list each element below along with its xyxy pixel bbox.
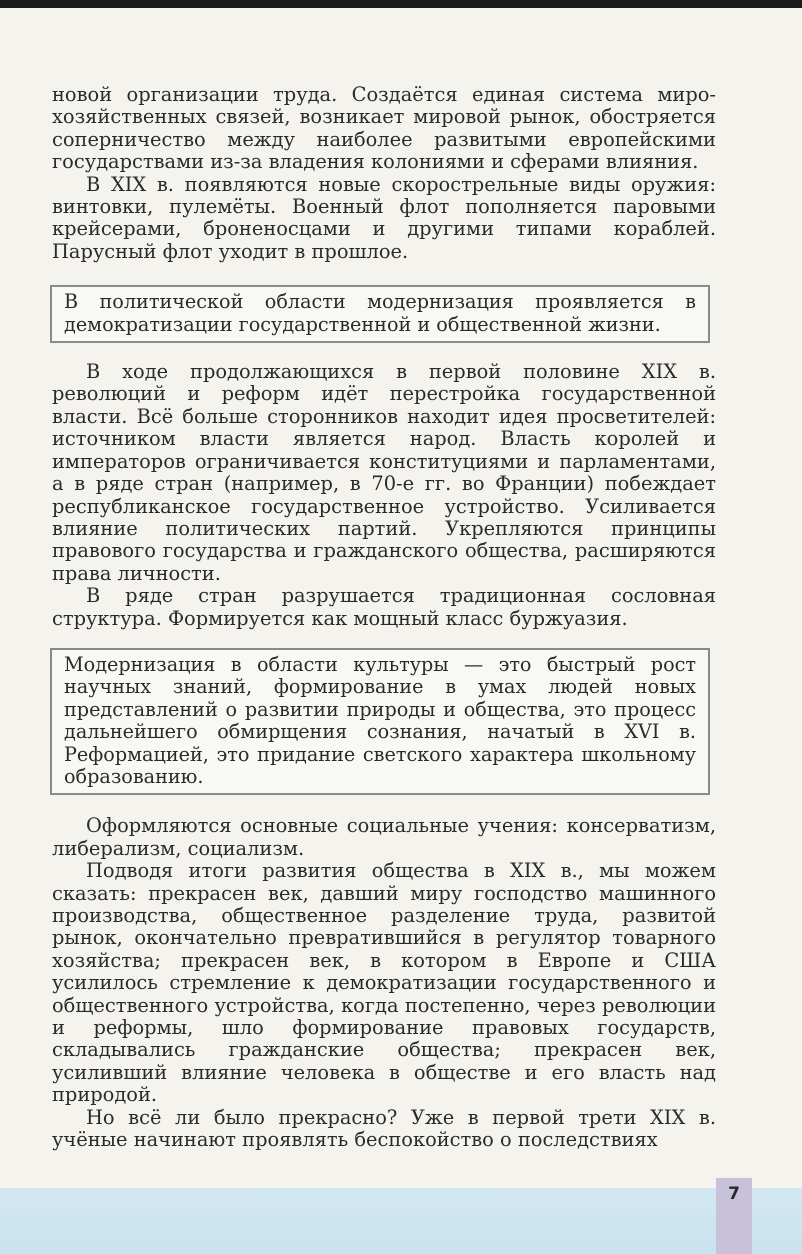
paragraph-6: Подводя итоги развития общества в XIX в., мы можем сказать: прекрасен век, давший миру господство машинного производства, общественное разделение труда, развитой рынок, окончательно превратившийся в регулятор товарного хозяйства; прекрасен век, в котором в Европе и США усилилось стремление к демократизации государственного и общественного устройства, когда постепенно, через революции и реформы, шло формирование правовых государств, складывались гражданские общества; прекрасен век, усиливший влияние человека в обществе и его власть над природой. [52,859,716,1107]
highlight-box-politics-text: В политической области модернизация проявляется в демократизации государственной и общественной жизни. [64,290,696,336]
page-number: 7 [728,1184,740,1204]
paragraph-3: В ходе продолжающихся в первой половине XIX в. революций и реформ идёт перестройка государственной власти. Всё больше сторонников находит идея просветителей: источником власти является народ. Власть королей и императоров ограничивается конституциями и парламентами, а в ряде стран (например, в 70-е гг. во Франции) побеждает республиканское государственное устройство. Усиливается влияние политических партий. Укрепляются принципы правового государства и гражданского общества, расширяются права личности. [52,360,716,585]
highlight-box-politics [50,285,710,343]
paragraph-7: Но всё ли было прекрасно? Уже в первой трети XIX в. учёные начинают проявлять беспокойство о последствиях [52,1105,716,1152]
highlight-box-culture [50,648,710,795]
paragraph-2: В XIX в. появляются новые скорострельные виды оружия: винтовки, пулемёты. Военный флот пополняется паровыми крейсерами, броненосцами и другими типами кораблей. Парусный флот уходит в прошлое. [52,172,716,263]
bottom-decor-band [0,1188,802,1254]
paragraph-5: Оформляются основные социальные учения: консерватизм, либерализм, социализм. [52,814,716,860]
top-edge-band [0,0,802,8]
page-body [52,84,716,1151]
paragraph-4: В ряде стран разрушается традиционная сословная структура. Формируется как мощный класс буржуазия. [52,584,716,630]
highlight-box-culture-text: Модернизация в области культуры — это быстрый рост научных знаний, формирование в умах людей новых представлений о развитии природы и общества, это процесс дальнейшего обмирщения сознания, начатый в XVI в. Реформацией, это придание светского характера школьному образованию. [64,652,696,788]
paragraph-1: новой организации труда. Создаётся единая система миро-хозяйственных связей, возникает мировой рынок, обостряется соперничество между наиболее развитыми европейскими государствами из-за владения колониями и сферами влияния. [52,83,716,174]
page-number-tab [716,1178,752,1254]
